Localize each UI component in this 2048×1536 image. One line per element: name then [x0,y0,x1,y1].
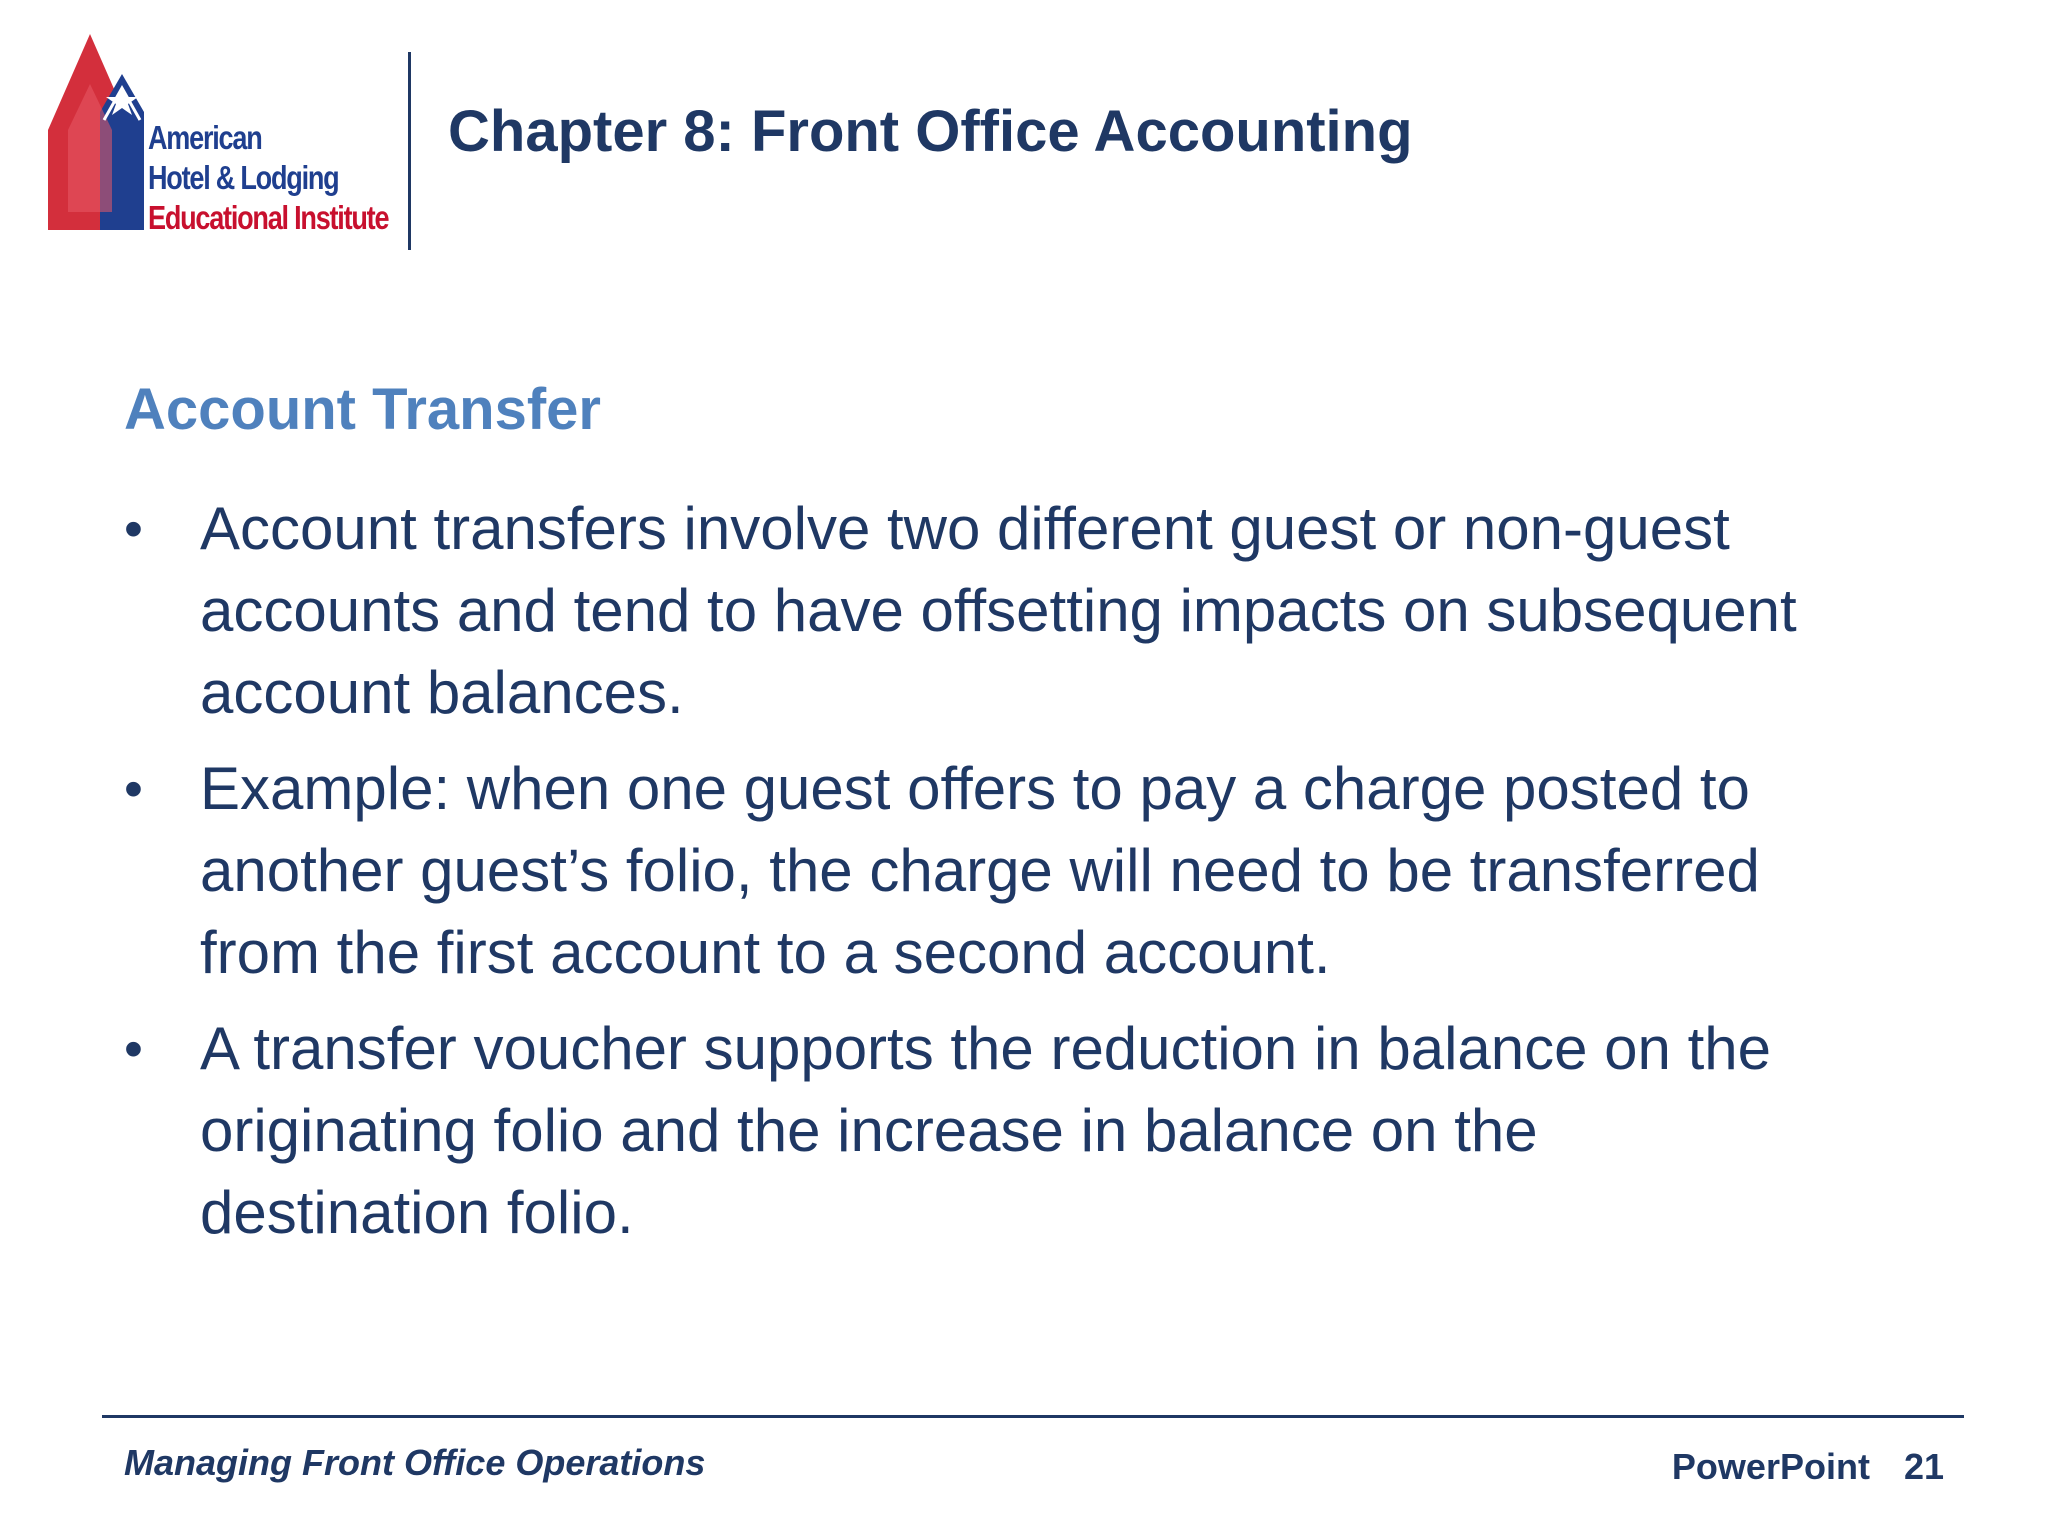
bullet-text-line: from the first account to a second account. [200,919,1331,986]
section-heading: Account Transfer [124,377,601,442]
bullet-list [124,488,1924,1268]
page-number: 21 [1903,1446,1944,1487]
footer-rule [102,1415,1964,1418]
bullet-item [124,488,1924,734]
logo-wordmark [148,118,388,238]
bullet-text-line: another guest’s folio, the charge will need to be transferred [200,837,1760,904]
footer-right [1672,1446,1944,1488]
logo-line-hotel-lodging: Hotel & Lodging [148,159,339,196]
bullet-dot-icon: • [124,1019,143,1079]
bullet-text-line: originating folio and the increase in balance on the [200,1097,1538,1164]
logo-line-educational-institute: Educational Institute [148,199,389,236]
logo-line-american: American [148,119,262,156]
bullet-item [124,748,1924,994]
footer-label: PowerPoint [1671,1446,1870,1487]
bullet-text-line: Account transfers involve two different guest or non-guest [200,495,1730,562]
aheli-logo [48,34,388,244]
bullet-dot-icon: • [124,499,143,559]
bullet-text-line: Example: when one guest offers to pay a charge posted to [200,755,1750,822]
bullet-text-line: A transfer voucher supports the reduction in balance on the [200,1015,1771,1082]
bullet-text-line: account balances. [200,659,684,726]
chapter-title: Chapter 8: Front Office Accounting [448,99,1413,164]
bullet-text-line: accounts and tend to have offsetting impacts on subsequent [200,577,1797,644]
bullet-item [124,1008,1924,1254]
bullet-dot-icon: • [124,759,143,819]
footer-book-title: Managing Front Office Operations [124,1442,706,1483]
header-divider [408,52,411,250]
bullet-text-line: destination folio. [200,1179,634,1246]
